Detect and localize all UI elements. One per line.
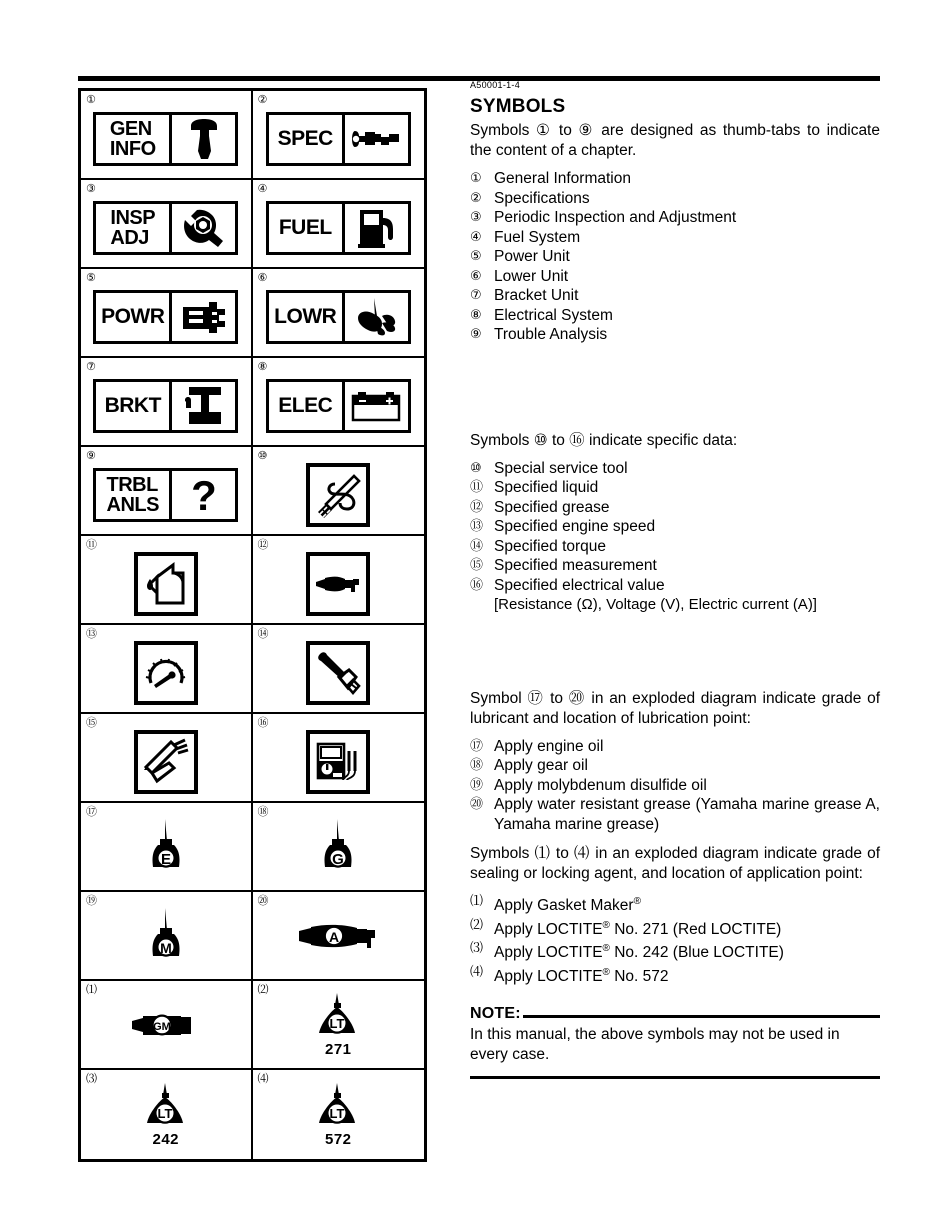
list-item-number: ⑵ — [470, 917, 484, 933]
boxed-symbol-specified-grease — [253, 536, 425, 623]
list-item — [470, 939, 880, 963]
symbol-cell-18 — [253, 803, 425, 892]
spacer — [470, 345, 880, 431]
symbol-cell-12 — [253, 536, 425, 625]
symbol-number: ⑦ — [86, 360, 96, 373]
list-item — [470, 169, 880, 189]
list-item-number: ⑤ — [470, 249, 482, 264]
list-item-number: ⑲ — [470, 777, 484, 793]
tab-label: FUEL — [269, 204, 345, 252]
loctite-bottle-icon — [309, 1081, 367, 1131]
list-item-label: Apply engine oil — [494, 737, 604, 755]
list-item — [470, 556, 880, 576]
oil-bottle-icon — [140, 817, 192, 877]
list-item-label: Special service tool — [494, 459, 628, 477]
loctite-code: 572 — [324, 1131, 352, 1148]
tab-label: INSP ADJ — [96, 204, 172, 252]
list-item — [470, 892, 880, 916]
tab-label: TRBL ANLS — [96, 471, 172, 519]
note-body: In this manual, the above symbols may not be used in every case. — [470, 1025, 840, 1063]
boxed-symbol-specified-measurement — [81, 714, 251, 801]
svg-text:G: G — [332, 850, 345, 868]
boxed-symbol-specified-liquid — [81, 536, 251, 623]
note-label: NOTE: — [470, 1004, 521, 1022]
symbol-number: ⑫ — [257, 538, 269, 551]
list-item-label: Lower Unit — [494, 267, 569, 285]
symbol-cell-11 — [81, 536, 253, 625]
note-bottom-rule — [470, 1076, 880, 1079]
loctite-code: 271 — [324, 1041, 352, 1058]
list-item-label: Specified engine speed — [494, 518, 656, 535]
svg-text:LT: LT — [329, 1106, 345, 1121]
svg-text:LT: LT — [329, 1016, 345, 1031]
gasket-maker-tube — [129, 1008, 203, 1042]
list-item-number: ⑳ — [470, 797, 484, 812]
label-text: Apply Gasket Maker — [494, 897, 634, 915]
loctite-code: 242 — [152, 1131, 180, 1148]
grease-tube-icon — [295, 918, 381, 954]
oil-bottle-engine-oil — [140, 817, 192, 877]
symbol-number: ⑤ — [86, 271, 96, 284]
list-item-number: ⑥ — [470, 268, 482, 284]
symbol-cell-6 — [253, 269, 425, 358]
multimeter-icon — [313, 737, 363, 787]
list-item — [470, 208, 880, 228]
list-item — [470, 286, 880, 306]
list-item-number: ② — [470, 190, 482, 206]
thumb-tab-insp-adj — [81, 180, 251, 267]
chapter-symbol-list — [470, 169, 880, 345]
list-item — [470, 306, 880, 326]
svg-text:E: E — [160, 850, 171, 868]
tab-label: SPEC — [269, 115, 345, 163]
symbols-text-column — [470, 80, 880, 1079]
symbol-grid — [78, 88, 427, 1162]
symbol-cell-2 — [253, 91, 425, 180]
loctite-bottle-icon — [137, 1081, 195, 1131]
gasket-maker-tube-icon — [129, 1008, 203, 1042]
boxed-symbol-special-service-tool — [253, 447, 425, 534]
list-item-number: ⑪ — [470, 480, 484, 495]
symbol-cell-8 — [253, 358, 425, 447]
symbol-cell-23 — [81, 1070, 253, 1159]
page-title: SYMBOLS — [470, 96, 566, 117]
note-heading — [470, 1005, 880, 1023]
intro-paragraph-2: Symbols ⑩ to ⑯ indicate specific data: — [470, 431, 738, 449]
list-item — [470, 916, 880, 940]
intro-paragraph-4: Symbols ⑴ to ⑷ in an exploded diagram indicate grade of sealing or locking agent, and location of application point: — [470, 845, 880, 882]
symbol-number: ⑳ — [257, 894, 269, 907]
thumb-tab-fuel — [253, 180, 425, 267]
list-item-label: Specified grease — [494, 498, 610, 516]
list-item — [470, 498, 880, 518]
symbol-cell-3 — [81, 180, 253, 269]
thumb-tab-spec — [253, 91, 425, 178]
symbol-number: ③ — [86, 182, 96, 195]
symbol-number: ⑴ — [86, 983, 97, 996]
list-item — [470, 517, 880, 537]
symbol-cell-4 — [253, 180, 425, 269]
list-item-number: ⑱ — [470, 758, 484, 773]
list-item-number: ③ — [470, 210, 482, 225]
list-item — [470, 228, 880, 248]
list-item-number: ⑫ — [470, 499, 484, 515]
symbol-number: ① — [86, 93, 96, 106]
symbol-number: ⑰ — [86, 805, 97, 818]
symbol-number: ⑥ — [257, 271, 267, 284]
list-item-label: Specified electrical value — [494, 576, 665, 594]
list-item-label — [494, 916, 880, 940]
symbol-cell-17 — [81, 803, 253, 892]
list-item-number: ④ — [470, 229, 482, 245]
bracket-clamp-icon — [172, 382, 235, 430]
symbol-cell-24 — [253, 1070, 425, 1159]
list-item-number: ⑦ — [470, 288, 482, 303]
engine-block-icon — [172, 293, 235, 341]
symbol-number: ⑮ — [86, 716, 97, 729]
svg-text:GM: GM — [152, 1020, 171, 1033]
svg-text:LT: LT — [157, 1106, 173, 1121]
list-item — [470, 576, 880, 596]
symbol-cell-10 — [253, 447, 425, 536]
registered-mark: ® — [602, 943, 610, 955]
thumb-tab-trbl-anls — [81, 447, 251, 534]
symbol-number: ⑷ — [257, 1072, 269, 1085]
symbol-cell-1 — [81, 91, 253, 180]
note-rule — [523, 1015, 880, 1018]
list-item-number: ⑰ — [470, 738, 484, 754]
symbol-number: ⑧ — [257, 360, 267, 373]
list-item — [470, 189, 880, 209]
symbol-number: ⑱ — [257, 805, 269, 818]
electrical-value-detail: [Resistance (Ω), Voltage (V), Electric current (A)] — [494, 596, 817, 613]
special-service-tool-icon — [313, 470, 363, 520]
list-item-label: Trouble Analysis — [494, 326, 608, 343]
list-item-number: ⑮ — [470, 558, 484, 573]
spacer — [470, 834, 880, 844]
symbol-number: ⑬ — [86, 627, 97, 640]
tab-label: GEN INFO — [96, 115, 172, 163]
micrometer-icon — [345, 115, 408, 163]
symbol-number: ⑲ — [86, 894, 97, 907]
sealant-symbol-list — [470, 892, 880, 987]
fuel-pump-icon — [345, 204, 408, 252]
list-item — [470, 756, 880, 776]
list-item-label: Specifications — [494, 189, 590, 207]
tab-label: LOWR — [269, 293, 345, 341]
list-item-number: ⑬ — [470, 519, 484, 534]
symbol-number: ⑭ — [257, 627, 269, 640]
list-item-label: Specified measurement — [494, 557, 657, 574]
symbol-cell-19 — [81, 892, 253, 981]
oil-can-icon — [141, 559, 191, 609]
list-item — [470, 963, 880, 987]
oil-bottle-moly-oil — [140, 906, 192, 966]
symbol-number: ④ — [257, 182, 267, 195]
svg-text:M: M — [159, 939, 172, 956]
list-item — [470, 737, 880, 757]
lubricant-symbol-list — [470, 737, 880, 835]
thumb-tab-elec — [253, 358, 425, 445]
symbol-number: ⑵ — [257, 983, 269, 996]
list-item-number: ⑩ — [470, 460, 482, 476]
symbol-number: ⑪ — [86, 538, 97, 551]
symbol-cell-20 — [253, 892, 425, 981]
list-item — [470, 795, 880, 834]
label-tail: No. 271 (Red LOCTITE) — [609, 920, 782, 938]
outboard-motor-icon — [172, 115, 235, 163]
list-item — [470, 537, 880, 557]
oil-bottle-gear-oil — [312, 817, 364, 877]
specific-data-symbol-list — [470, 459, 880, 596]
symbol-cell-14 — [253, 625, 425, 714]
list-item-label — [494, 939, 880, 963]
label-text: Apply LOCTITE — [494, 944, 603, 962]
list-item-number: ① — [470, 171, 482, 186]
list-item-number: ⑴ — [470, 894, 484, 909]
grease-gun-icon — [313, 559, 363, 609]
list-item-label — [494, 892, 880, 916]
thumb-tab-gen-info — [81, 91, 251, 178]
list-item-label: Power Unit — [494, 248, 570, 265]
list-item — [470, 325, 880, 345]
list-item-number: ⑧ — [470, 307, 482, 323]
list-item-label: General Information — [494, 170, 631, 187]
list-item — [470, 459, 880, 479]
list-item — [470, 267, 880, 287]
symbol-number: ⑨ — [86, 449, 96, 462]
label-text: Apply LOCTITE — [494, 920, 603, 938]
symbol-number: ⑯ — [257, 716, 269, 729]
list-item-label: Bracket Unit — [494, 287, 579, 304]
list-item-label: Specified torque — [494, 537, 607, 555]
tab-label: BRKT — [96, 382, 172, 430]
loctite-bottle-icon — [309, 991, 367, 1041]
list-item-number: ⑶ — [470, 941, 484, 957]
svg-text:A: A — [329, 928, 340, 945]
list-item-label: Fuel System — [494, 228, 581, 246]
symbol-cell-9 — [81, 447, 253, 536]
label-tail: No. 572 — [609, 968, 669, 986]
list-item-number: ⑨ — [470, 327, 482, 342]
symbol-cell-13 — [81, 625, 253, 714]
wrench-nut-icon — [172, 204, 235, 252]
svg-text:?: ? — [190, 472, 217, 517]
symbol-cell-22 — [253, 981, 425, 1070]
loctite-bottle-242 — [137, 1081, 195, 1148]
label-tail: No. 242 (Blue LOCTITE) — [609, 944, 784, 962]
list-item-label: Apply water resistant grease (Yamaha marine grease A, Yamaha marine grease) — [494, 796, 880, 833]
symbol-number: ⑩ — [257, 449, 267, 462]
symbol-number: ② — [257, 93, 267, 106]
registered-mark: ® — [633, 896, 641, 907]
document-code: A50001-1-4 — [470, 80, 521, 90]
intro-paragraph-1: Symbols ① to ⑨ are designed as thumb-tabs to indicate the content of a chapter. — [470, 122, 880, 159]
boxed-symbol-electrical-value — [253, 714, 425, 801]
loctite-bottle-271 — [309, 991, 367, 1058]
oil-bottle-icon — [140, 906, 192, 966]
list-item-number: ⑭ — [470, 538, 484, 554]
boxed-symbol-engine-speed — [81, 625, 251, 712]
tachometer-icon — [141, 648, 191, 698]
symbol-cell-15 — [81, 714, 253, 803]
propeller-icon — [345, 293, 408, 341]
symbol-cell-21 — [81, 981, 253, 1070]
list-item-label: Electrical System — [494, 306, 613, 324]
boxed-symbol-specified-torque — [253, 625, 425, 712]
list-item — [470, 478, 880, 498]
spacer — [470, 615, 880, 689]
list-item — [470, 776, 880, 796]
intro-paragraph-3: Symbol ⑰ to ⑳ in an exploded diagram indicate grade of lubricant and location of lubrication point: — [470, 689, 880, 727]
list-item-number: ⑯ — [470, 577, 484, 593]
label-text: Apply LOCTITE — [494, 968, 603, 986]
symbol-cell-16 — [253, 714, 425, 803]
thumb-tab-brkt — [81, 358, 251, 445]
torque-wrench-icon — [313, 648, 363, 698]
list-item — [470, 247, 880, 267]
list-item-number: ⑷ — [470, 964, 484, 980]
grease-tube-marine-grease — [295, 918, 381, 954]
list-item-label: Apply molybdenum disulfide oil — [494, 776, 707, 794]
battery-icon — [345, 382, 408, 430]
list-item-label: Specified liquid — [494, 479, 599, 496]
registered-mark: ® — [602, 919, 610, 931]
symbol-cell-7 — [81, 358, 253, 447]
list-item-label: Periodic Inspection and Adjustment — [494, 209, 737, 226]
caliper-icon — [141, 737, 191, 787]
symbol-cell-5 — [81, 269, 253, 358]
loctite-bottle-572 — [309, 1081, 367, 1148]
question-mark-icon — [172, 471, 235, 519]
thumb-tab-powr — [81, 269, 251, 356]
registered-mark: ® — [602, 966, 610, 978]
symbol-number: ⑶ — [86, 1072, 97, 1085]
tab-label: ELEC — [269, 382, 345, 430]
thumb-tab-lowr — [253, 269, 425, 356]
list-item-label: Apply gear oil — [494, 757, 588, 774]
oil-bottle-icon — [312, 817, 364, 877]
list-item-label — [494, 963, 880, 987]
tab-label: POWR — [96, 293, 172, 341]
